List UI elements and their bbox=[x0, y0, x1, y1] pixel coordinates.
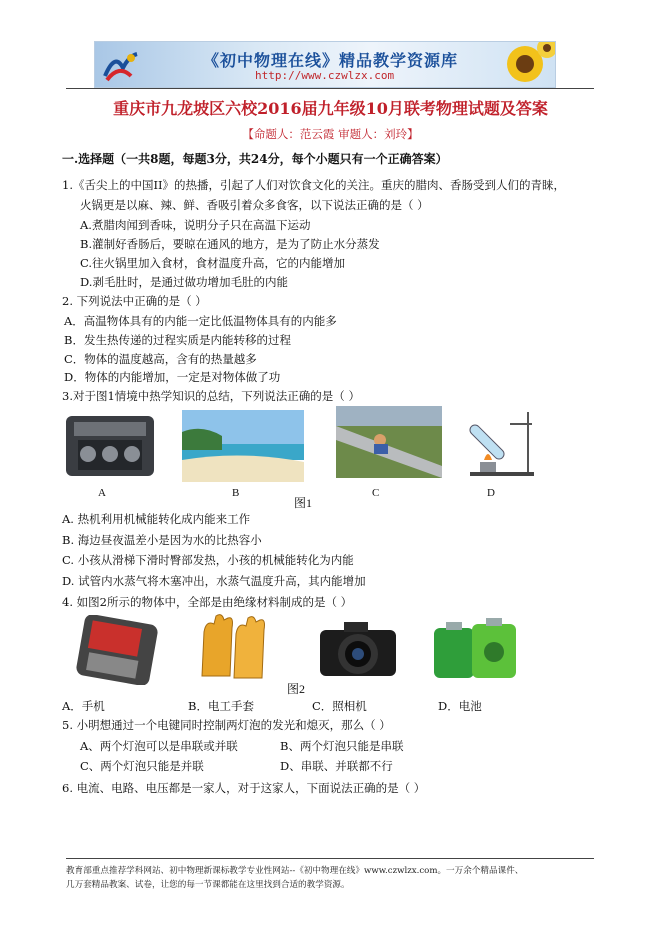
question-4-option-b: B．电工手套 bbox=[188, 699, 254, 713]
question-5-option-d: D、串联、并联都不行 bbox=[280, 759, 393, 773]
question-5-option-a: A、两个灯泡可以是串联或并联 bbox=[80, 739, 238, 753]
question-6-line-1: 6. 电流、电路、电压都是一家人，对于这家人，下面说法正确的是（ ） bbox=[62, 781, 426, 795]
question-3-line-1: 3.对于图1情境中热学知识的总结，下列说法正确的是（ ） bbox=[62, 389, 360, 403]
banner-url[interactable]: http://www.czwlzx.com bbox=[255, 69, 395, 82]
camera-image bbox=[316, 616, 400, 680]
question-4-option-d: D．电池 bbox=[438, 699, 482, 713]
test-tube-image bbox=[462, 406, 542, 478]
section-heading: 一.选择题（一共8题，每题3分，共24分，每个小题只有一个正确答案） bbox=[62, 152, 448, 166]
question-4-option-c: C．照相机 bbox=[312, 699, 367, 713]
question-4-option-a: A．手机 bbox=[62, 699, 105, 713]
footer-line-1: 教育部重点推荐学科网站、初中物理新课标教学专业性网站--《初中物理在线》www.czwlzx.com。一万余个精品课件、 bbox=[66, 866, 524, 876]
gloves-image bbox=[196, 612, 272, 684]
question-5-option-c: C、两个灯泡只能是并联 bbox=[80, 759, 204, 773]
image-label-d: D bbox=[487, 487, 495, 499]
figure-2-caption: 图2 bbox=[287, 682, 306, 696]
question-1-option-b: B.灌制好香肠后，要晾在通风的地方，是为了防止水分蒸发 bbox=[80, 237, 380, 251]
question-1-option-a: A.煮腊肉闻到香味，说明分子只在高温下运动 bbox=[80, 218, 311, 232]
header-banner bbox=[94, 41, 556, 88]
question-1-line-1: 1.《舌尖上的中国II》的热播，引起了人们对饮食文化的关注。重庆的腊肉、香肠受到人们的青睐， bbox=[62, 178, 566, 192]
image-label-a: A bbox=[98, 487, 106, 499]
question-3-option-c: C. 小孩从滑梯下滑时臀部发热，小孩的机械能转化为内能 bbox=[62, 553, 354, 567]
sunflower-icon bbox=[495, 42, 555, 87]
header-rule bbox=[66, 88, 594, 89]
question-1-option-c: C.往火锅里加入食材，食材温度升高，它的内能增加 bbox=[80, 256, 346, 270]
logo-icon bbox=[101, 46, 141, 84]
figure-1-caption: 图1 bbox=[294, 496, 313, 510]
image-label-c: C bbox=[372, 487, 380, 499]
question-3-option-d: D. 试管内水蒸气将木塞冲出，水蒸气温度升高，其内能增加 bbox=[62, 574, 366, 588]
footer-line-2: 几万套精品教案、试卷，让您的每一节课都能在这里找到合适的教学资源。 bbox=[66, 880, 350, 890]
question-3-option-a: A. 热机利用机械能转化成内能来工作 bbox=[62, 512, 251, 526]
slide-image bbox=[336, 406, 442, 478]
question-1-option-d: D.剥毛肚时，是通过做功增加毛肚的内能 bbox=[80, 275, 288, 289]
banner-title: 《初中物理在线》精品教学资源库 bbox=[203, 51, 459, 70]
image-label-b: B bbox=[232, 487, 240, 499]
question-2-option-b: B．发生热传递的过程实质是内能转移的过程 bbox=[64, 333, 291, 347]
question-1-line-2: 火锅更是以麻、辣、鲜、香吸引着众多食客，以下说法正确的是（ ） bbox=[80, 198, 429, 212]
question-5-line-1: 5. 小明想通过一个电键同时控制两灯泡的发光和熄灭，那么（ ） bbox=[62, 718, 391, 732]
footer-rule bbox=[66, 858, 594, 859]
question-2-line-1: 2. 下列说法中正确的是（ ） bbox=[62, 294, 207, 308]
beach-image bbox=[182, 410, 304, 482]
question-2-option-c: C．物体的温度越高，含有的热量越多 bbox=[64, 352, 257, 366]
phone-image bbox=[74, 615, 160, 685]
question-5-option-b: B、两个灯泡只能是串联 bbox=[280, 739, 404, 753]
authors-line: 【命题人：范云霞 审题人：刘玲】 bbox=[242, 127, 419, 141]
battery-image bbox=[428, 618, 524, 682]
question-4-line-1: 4. 如图2所示的物体中，全部是由绝缘材料制成的是（ ） bbox=[62, 595, 353, 609]
question-2-option-d: D．物体的内能增加，一定是对物体做了功 bbox=[64, 370, 281, 384]
engine-image bbox=[64, 410, 156, 482]
question-3-option-b: B. 海边昼夜温差小是因为水的比热容小 bbox=[62, 533, 262, 547]
question-2-option-a: A．高温物体具有的内能一定比低温物体具有的内能多 bbox=[64, 314, 337, 328]
document-title: 重庆市九龙坡区六校2016届九年级10月联考物理试题及答案 bbox=[113, 99, 548, 118]
